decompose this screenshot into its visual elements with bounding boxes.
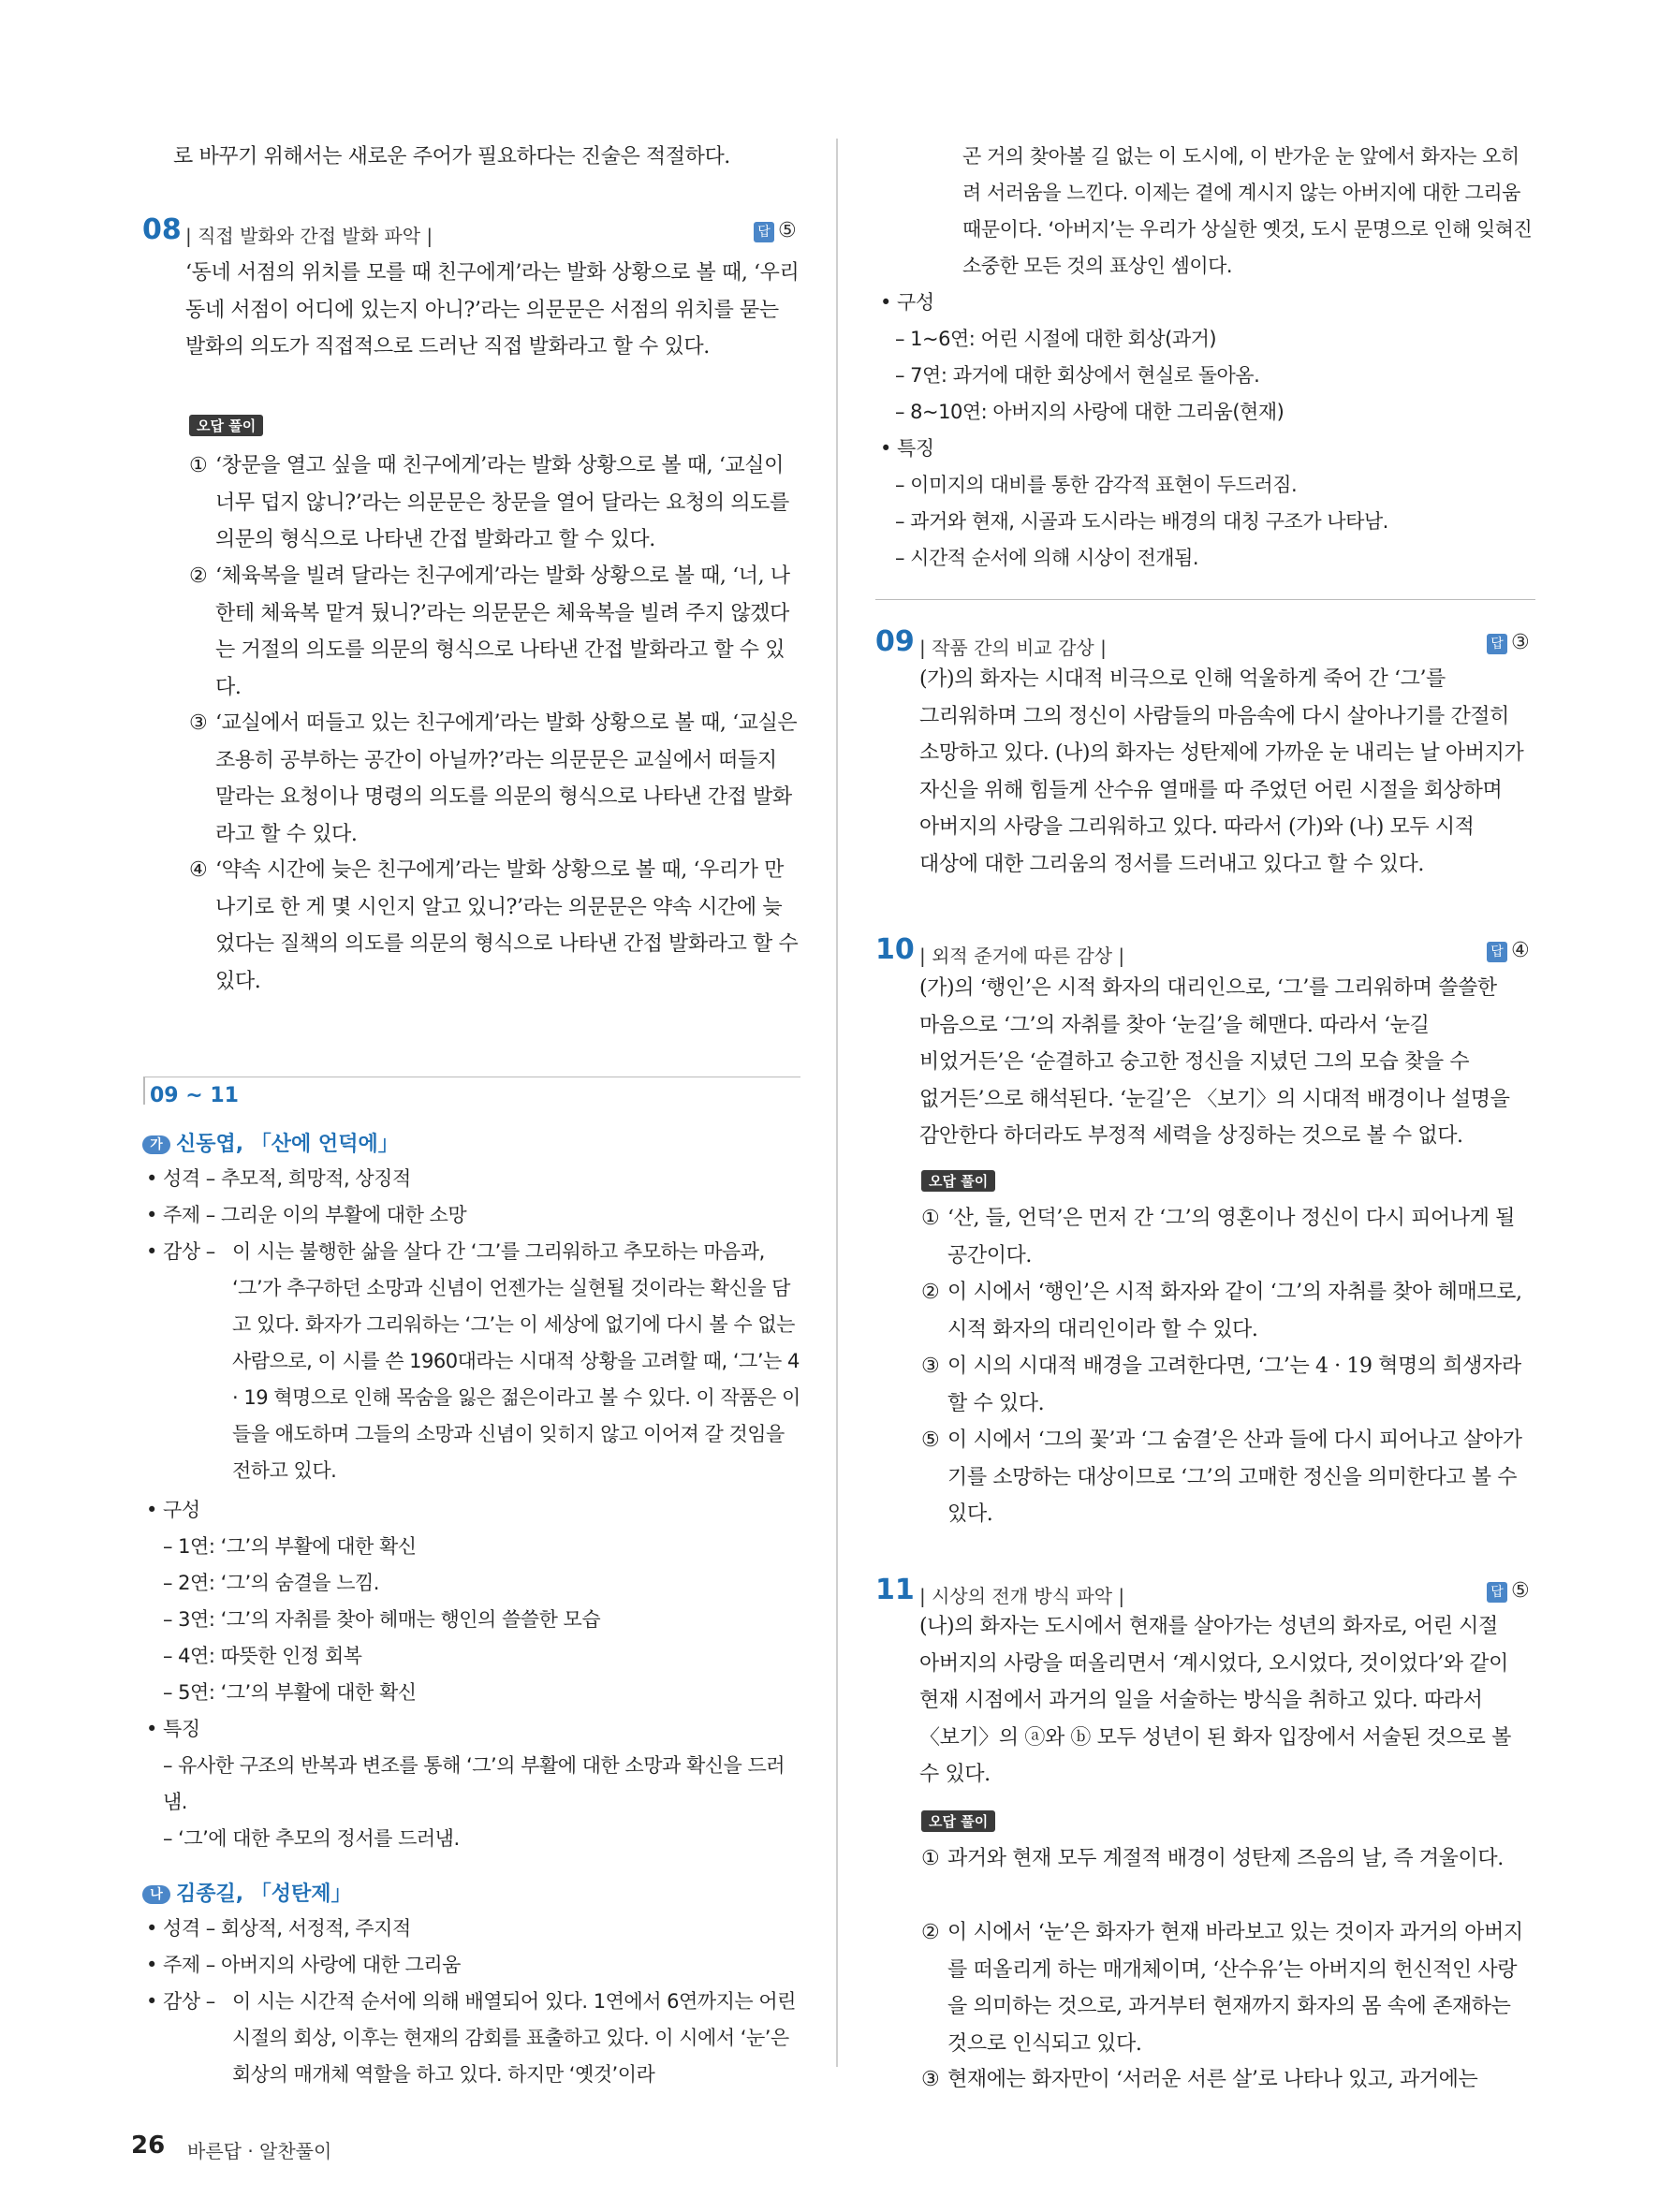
option-mark: ①: [921, 1207, 940, 1230]
poem-b-appreciation: 이 시는 시간적 순서에 의해 배열되어 있다. 1연에서 6연까지는 어린 시절의 회상, 이후는 현재의 감회를 표출하고 있다. 이 시에서 ‘눈’은 회상의 매개체 역할을 하고 있다. 하지만 ‘옛것’이라: [232, 1990, 796, 2086]
poem-a-title-text: 신동엽, 「산에 언덕에」: [176, 1133, 399, 1156]
q08-option-3: [189, 705, 800, 853]
q08-body: ‘동네 서점의 위치를 모를 때 친구에게’라는 발화 상황으로 볼 때, ‘우리 동네 서점이 어디에 있는지 아니?’라는 의문문은 서점의 위치를 묻는 발화의 의도가 직접적으로 드러난 직접 발화라고 할 수 있다.: [185, 261, 800, 359]
poem-b-nature: • 성격 – 회상적, 서정적, 주지적: [146, 1917, 411, 1940]
option-text: ‘체육복을 빌려 달라는 친구에게’라는 발화 상황으로 볼 때, ‘너, 나한테 체육복 맡겨 뒀니?’라는 의문문은 체육복을 빌려 주지 않겠다는 거절의 의도를 의문의 형식으로 나타낸 간접 발화라고 할 수 있다.: [215, 564, 790, 699]
poem-b-badge: 나: [142, 1885, 170, 1904]
q10-body: (가)의 ‘행인’은 시적 화자의 대리인으로, ‘그’를 그리워하며 쓸쓸한 마음으로 ‘그’의 자취를 찾아 ‘눈길’을 헤맨다. 따라서 ‘눈길 비었거든’은 ‘순결하고 숭고한 정신을 지녔던 그의 모습 찾을 수 없거든’으로 해석된다. ‘눈길’은 〈보기〉의 시대적 배경이나 설명을 감안한다 하더라도 부정적 세력을 상징하는 것으로 볼 수 없다.: [919, 976, 1510, 1148]
q09-number: 09: [875, 625, 915, 658]
page-number: 26: [131, 2131, 166, 2160]
poem-b-feature-label: • 특징: [880, 437, 934, 460]
option-mark: ⑤: [921, 1428, 940, 1452]
poem-a-nature: • 성격 – 추모적, 희망적, 상징적: [146, 1167, 411, 1190]
poem-a-badge: 가: [142, 1135, 170, 1154]
option-text: ‘산, 들, 언덕’은 먼저 간 ‘그’의 영혼이나 정신이 다시 피어나게 될 공간이다.: [947, 1207, 1515, 1267]
poem-a-feature-1: – 유사한 구조의 반복과 변조를 통해 ‘그’의 부활에 대한 소망과 확신을 드러냄.: [163, 1754, 785, 1813]
answer-mark-icon: 답: [1487, 634, 1507, 654]
q11-title: | 시상의 전개 방식 파악 |: [919, 1585, 1125, 1607]
q09-answer: [1487, 631, 1530, 654]
poem-b-structure-3: – 8~10연: 아버지의 사랑에 대한 그리움(현재): [895, 401, 1285, 423]
poem-b-feature-3: – 시간적 순서에 의해 시상이 전개됨.: [895, 547, 1199, 569]
q08-answer: [754, 219, 797, 242]
option-mark: ③: [921, 2068, 940, 2091]
q11-option-3: [921, 2061, 1535, 2099]
poem-a-structure-label: • 구성: [146, 1499, 200, 1521]
q09-body: (가)의 화자는 시대적 비극으로 인해 억울하게 죽어 간 ‘그’를 그리워하며 그의 정신이 사람들의 마음속에 다시 살아나기를 간절히 소망하고 있다. (나)의 화자는 성탄제에 가까운 눈 내리는 날 아버지가 자신을 위해 힘들게 산수유 열매를 따 주었던 어린 시절을 회상하며 아버지의 사랑을 그리워하고 있다. 따라서 (가)와 (나) 모두 시적 대상에 대한 그리움의 정서를 드러내고 있다고 할 수 있다.: [919, 667, 1524, 876]
footer-label: 바른답 · 알찬풀이: [187, 2140, 332, 2162]
section-title: 09 ~ 11: [150, 1084, 239, 1107]
option-text: ‘약속 시간에 늦은 친구에게’라는 발화 상황으로 볼 때, ‘우리가 만나기로 한 게 몇 시인지 알고 있니?’라는 의문문은 약속 시간에 늦었다는 질책의 의도를 의문의 형식으로 나타낸 간접 발화라고 할 수 있다.: [215, 858, 799, 993]
q11-wrong-tag: 오답 풀이: [921, 1810, 995, 1832]
option-mark: ②: [189, 564, 208, 588]
poem-a-structure-1: – 1연: ‘그’의 부활에 대한 확신: [163, 1535, 417, 1558]
q10-option-3: [921, 1348, 1535, 1422]
q08-answer-value: ⑤: [778, 219, 797, 242]
q10-number: 10: [875, 933, 915, 966]
option-mark: ①: [921, 1847, 940, 1870]
q10-option-5: [921, 1422, 1535, 1533]
answer-mark-icon: 답: [1487, 942, 1507, 962]
poem-a-appreciation: 이 시는 불행한 삶을 살다 간 ‘그’를 그리워하고 추모하는 마음과, ‘그’가 추구하던 소망과 신념이 언젠가는 실현될 것이라는 확신을 담고 있다. 화자가 그리워하는 ‘그’는 이 세상에 없기에 다시 볼 수 없는 사람으로, 이 시를 쓴 1960대라는 시대적 상황을 고려할 때, ‘그’는 4 · 19 혁명으로 인해 목숨을 잃은 젊은이라고 볼 수 있다. 이 작품은 이들을 애도하며 그들의 소망과 신념이 잊히지 않고 이어져 갈 것임을 전하고 있다.: [232, 1240, 800, 1482]
q10-answer: [1487, 939, 1530, 962]
poem-a-structure-3: – 3연: ‘그’의 자취를 찾아 헤매는 행인의 쓸쓸한 모습: [163, 1608, 601, 1631]
poem-b-feature-1: – 이미지의 대비를 통한 감각적 표현이 두드러짐.: [895, 474, 1298, 496]
poem-a-feature-2: – ‘그’에 대한 추모의 정서를 드러냄.: [163, 1827, 460, 1850]
q11-body: (나)의 화자는 도시에서 현재를 살아가는 성년의 화자로, 어린 시절 아버지의 사랑을 떠올리면서 ‘계시었다, 오시었다, 것이었다’와 같이 현재 시점에서 과거의 일을 서술하는 방식을 취하고 있다. 따라서 〈보기〉의 ⓐ와 ⓑ 모두 성년이 된 화자 입장에서 서술된 것으로 볼 수 있다.: [919, 1615, 1511, 1786]
option-mark: ②: [921, 1921, 940, 1944]
option-mark: ④: [189, 858, 208, 882]
poem-a-appreciation-label: • 감상 –: [146, 1240, 215, 1263]
q08-option-1: [189, 447, 800, 559]
intro-text: 로 바꾸기 위해서는 새로운 주어가 필요하다는 진술은 적절하다.: [173, 145, 730, 168]
section-rule-tick: [143, 1077, 145, 1105]
poem-b-theme: • 주제 – 아버지의 사랑에 대한 그리움: [146, 1954, 461, 1976]
option-text: 현재에는 화자만이 ‘서러운 서른 살’로 나타나 있고, 과거에는: [947, 2068, 1478, 2091]
q11-answer-value: ⑤: [1511, 1579, 1530, 1603]
option-text: ‘창문을 열고 싶을 때 친구에게’라는 발화 상황으로 볼 때, ‘교실이 너무 덥지 않니?’라는 의문문은 창문을 열어 달라는 요청의 의도를 의문의 형식으로 나타낸 간접 발화라고 할 수 있다.: [215, 454, 789, 551]
option-text: 과거와 현재 모두 계절적 배경이 성탄제 즈음의 날, 즉 겨울이다.: [947, 1847, 1504, 1870]
poem-b-structure-1: – 1~6연: 어린 시절에 대한 회상(과거): [895, 328, 1217, 350]
poem-a-structure-5: – 5연: ‘그’의 부활에 대한 확신: [163, 1681, 417, 1704]
q10-wrong-tag: 오답 풀이: [921, 1170, 995, 1192]
q10-option-1: [921, 1200, 1535, 1274]
option-text: 이 시에서 ‘눈’은 화자가 현재 바라보고 있는 것이자 과거의 아버지를 떠올리게 하는 매개체이며, ‘산수유’는 아버지의 헌신적인 사랑을 의미하는 것으로, 과거부터 현재까지 화자의 몸 속에 존재하는 것으로 인식되고 있다.: [947, 1921, 1523, 2056]
q09-title: | 작품 간의 비교 감상 |: [919, 637, 1107, 659]
column-divider: [836, 139, 838, 2067]
option-mark: ③: [921, 1355, 940, 1378]
poem-b-appreciation-continued: 곤 거의 찾아볼 길 없는 이 도시에, 이 반가운 눈 앞에서 화자는 오히려 서러움을 느낀다. 이제는 곁에 계시지 않는 아버지에 대한 그리움 때문이다. ‘아버지’는 우리가 상실한 옛것, 도시 문명으로 인해 잊혀진 소중한 모든 것의 표상인 셈이다.: [962, 145, 1533, 277]
option-text: 이 시에서 ‘행인’은 시적 화자와 같이 ‘그’의 자취를 찾아 헤매므로, 시적 화자의 대리인이라 할 수 있다.: [947, 1281, 1522, 1341]
option-text: 이 시의 시대적 배경을 고려한다면, ‘그’는 4 · 19 혁명의 희생자라 할 수 있다.: [947, 1355, 1521, 1415]
poem-a-structure-4: – 4연: 따뜻한 인정 회복: [163, 1645, 362, 1667]
q08-wrong-tag: 오답 풀이: [189, 415, 263, 436]
option-text: 이 시에서 ‘그의 꽃’과 ‘그 숨결’은 산과 들에 다시 피어나고 살아가기를 소망하는 대상이므로 ‘그’의 고매한 정신을 의미한다고 볼 수 있다.: [947, 1428, 1522, 1526]
q11-option-1: [921, 1840, 1535, 1878]
q11-answer: [1487, 1579, 1530, 1603]
q08-title: | 직접 발화와 간접 발화 파악 |: [185, 225, 433, 247]
poem-b-structure-2: – 7연: 과거에 대한 회상에서 현실로 돌아옴.: [895, 364, 1260, 387]
option-mark: ②: [921, 1281, 940, 1304]
poem-b-title: [142, 1878, 352, 1907]
q11-option-2: [921, 1914, 1535, 2062]
poem-a-theme: • 주제 – 그리운 이의 부활에 대한 소망: [146, 1204, 467, 1226]
q08-option-4: [189, 852, 800, 1000]
poem-a-structure-2: – 2연: ‘그’의 숨결을 느낌.: [163, 1572, 379, 1594]
q11-number: 11: [875, 1574, 915, 1606]
option-mark: ①: [189, 454, 208, 477]
poem-b-appreciation-label: • 감상 –: [146, 1990, 215, 2013]
q08-number: 08: [142, 213, 182, 246]
q09-rule: [875, 599, 1535, 600]
option-text: ‘교실에서 떠들고 있는 친구에게’라는 발화 상황으로 볼 때, ‘교실은 조용히 공부하는 공간이 아닐까?’라는 의문문은 교실에서 떠들지 말라는 요청이나 명령의 의도를 의문의 형식으로 나타낸 간접 발화라고 할 수 있다.: [215, 711, 798, 846]
q09-answer-value: ③: [1511, 631, 1530, 654]
answer-mark-icon: 답: [754, 222, 774, 242]
poem-b-feature-2: – 과거와 현재, 시골과 도시라는 배경의 대칭 구조가 나타남.: [895, 510, 1388, 533]
poem-b-title-text: 김종길, 「성탄제」: [176, 1882, 352, 1906]
poem-a-title: [142, 1128, 399, 1157]
q10-option-2: [921, 1274, 1535, 1348]
poem-a-feature-label: • 특징: [146, 1718, 200, 1740]
q10-title: | 외적 준거에 따른 감상 |: [919, 945, 1125, 967]
q10-answer-value: ④: [1511, 939, 1530, 962]
q08-option-2: [189, 558, 800, 706]
poem-b-structure-label: • 구성: [880, 291, 934, 314]
option-mark: ③: [189, 711, 208, 735]
answer-mark-icon: 답: [1487, 1582, 1507, 1603]
